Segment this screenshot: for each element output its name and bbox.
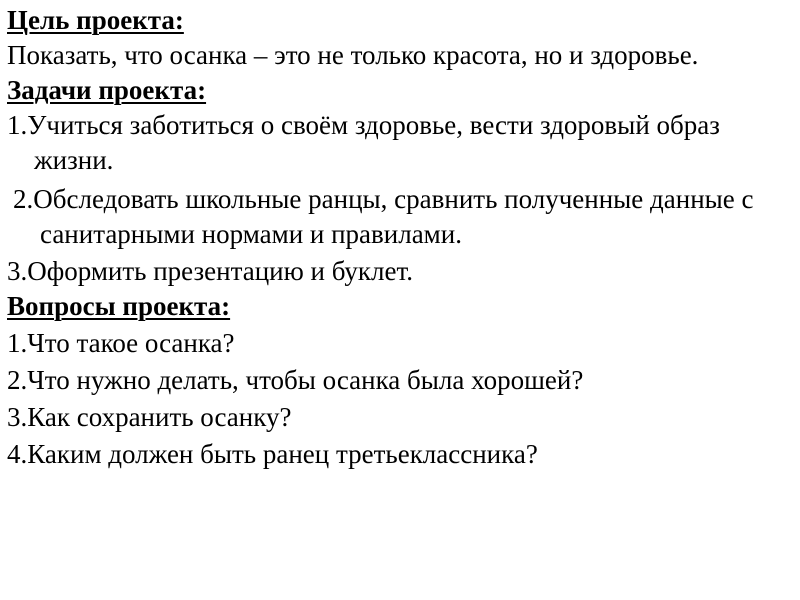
question-item-3: 3.Как сохранить осанку?	[7, 402, 292, 432]
tasks-heading: Задачи проекта:	[7, 75, 207, 105]
questions-heading: Вопросы проекта:	[7, 291, 231, 321]
question-item-1: 1.Что такое осанка?	[7, 328, 235, 358]
task-item-3: 3.Оформить презентацию и буклет.	[7, 256, 414, 286]
goal-text: Показать, что осанка – это не только красота, но и здоровье.	[7, 40, 699, 70]
goal-heading: Цель проекта:	[7, 5, 184, 35]
question-item-2: 2.Что нужно делать, чтобы осанка была хорошей?	[7, 365, 584, 395]
question-item-4: 4.Каким должен быть ранец третьеклассника?	[7, 439, 538, 469]
task-item-1: 1.Учиться заботиться о своём здоровье, вести здоровый образ жизни.	[7, 110, 720, 175]
task-item-2: 2.Обследовать школьные ранцы, сравнить полученные данные с санитарными нормами и правилами.	[13, 184, 754, 249]
